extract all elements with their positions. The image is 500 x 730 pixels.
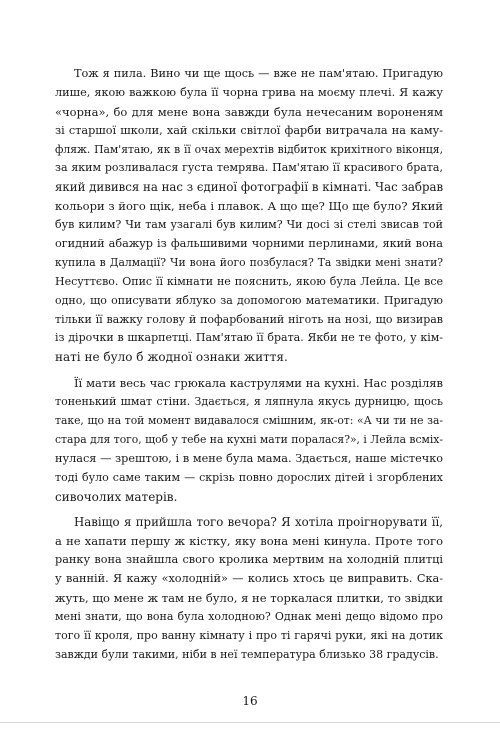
text-line: жуть, що мене ж там не було, я не торкалася плитки, то звідки	[55, 591, 443, 606]
page-number: 16	[242, 694, 258, 708]
text-line: Навіщо я прийшла того вечора? Я хотіла проігнорувати її,	[74, 515, 443, 530]
text-line: стара для того, щоб у тебе на кухні мати поралася?», і Лейла всміх-	[55, 432, 443, 446]
paragraph	[55, 513, 443, 664]
text-line: тоді було саме таким — скрізь повно дорослих дітей і згорблених	[55, 470, 443, 484]
body-text	[55, 65, 443, 672]
text-line: який дивився на нас з єдиної фотографії в кімнаті. Час забрав	[55, 180, 443, 195]
text-line: був килим? Чи там узагалі був килим? Чи досі зі стелі звисав той	[55, 218, 443, 232]
text-line: із дірочки в шкарпетці. Пам'ятаю її брата. Якби не те фото, у кім-	[55, 331, 443, 345]
text-line: наті не було б жодної ознаки життя.	[55, 350, 288, 365]
text-line: тільки її важку голову й пофарбований ніготь на нозі, що визирав	[55, 312, 443, 326]
text-line: фляж. Пам'ятаю, як в її очах мерехтів відбиток крихітного віконця,	[55, 142, 443, 156]
text-line: купила в Далмації? Чи вона його позбулася? Та звідки мені знати?	[55, 255, 443, 269]
text-line: тоненький шмат стіни. Здається, я ляпнула якусь дурницю, щось	[55, 395, 443, 409]
text-line: нулася — зрештою, і в мене була мама. Здається, наше містечко	[55, 451, 443, 465]
text-line: мені знати, що вона була холодною? Однак мені дещо відомо про	[55, 609, 443, 623]
text-line: таке, що на той момент видавалося смішним, як-от: «А чи ти не за-	[55, 414, 443, 428]
text-line: огидний абажур із фальшивими чорними перлинами, який вона	[55, 237, 443, 251]
text-line: а не хапати першу ж кістку, яку вона мені кинула. Проте того	[55, 534, 443, 549]
text-line: ранку вона знайшла свого кролика мертвим на холодній плитці	[55, 553, 443, 567]
text-line: за яким розливалася густа темрява. Пам'ятаю її красивого брата,	[55, 161, 443, 175]
page-bottom-edge	[0, 722, 500, 723]
text-line: того її кроля, про ванну кімнату і про ті гарячі руки, які на дотик	[55, 628, 443, 642]
text-line: Її мати весь час грюкала каструлями на кухні. Нас розділяв	[74, 376, 443, 391]
text-line: лише, якою важкою була її чорна грива на моєму плечі. Я кажу	[55, 85, 443, 99]
text-line: сивочолих матерів.	[55, 489, 178, 504]
paragraph	[55, 374, 443, 506]
text-line: зі старшої школи, хай скільки світлої фарби витрачала на каму-	[55, 123, 443, 137]
text-line: одно, що описувати яблуко за допомогою математики. Пригадую	[55, 293, 443, 307]
text-line: завжди були такими, ніби в неї температура близько 38 градусів.	[55, 647, 439, 661]
text-line: Тож я пила. Вино чи ще щось — вже не пам'ятаю. Пригадую	[74, 67, 443, 80]
paragraph	[55, 65, 443, 367]
text-line: Несуттєво. Опис її кімнати не пояснить, якою була Лейла. Це все	[55, 274, 443, 288]
text-line: кольори з його щік, неба і плавок. А що ще? Що ще було? Який	[55, 199, 443, 214]
text-line: «чорна», бо для мене вона завжди була нечесаним вороненям	[55, 104, 443, 119]
text-line: у ванній. Я кажу «холодній» — колись хтось це виправить. Ска-	[55, 572, 443, 586]
